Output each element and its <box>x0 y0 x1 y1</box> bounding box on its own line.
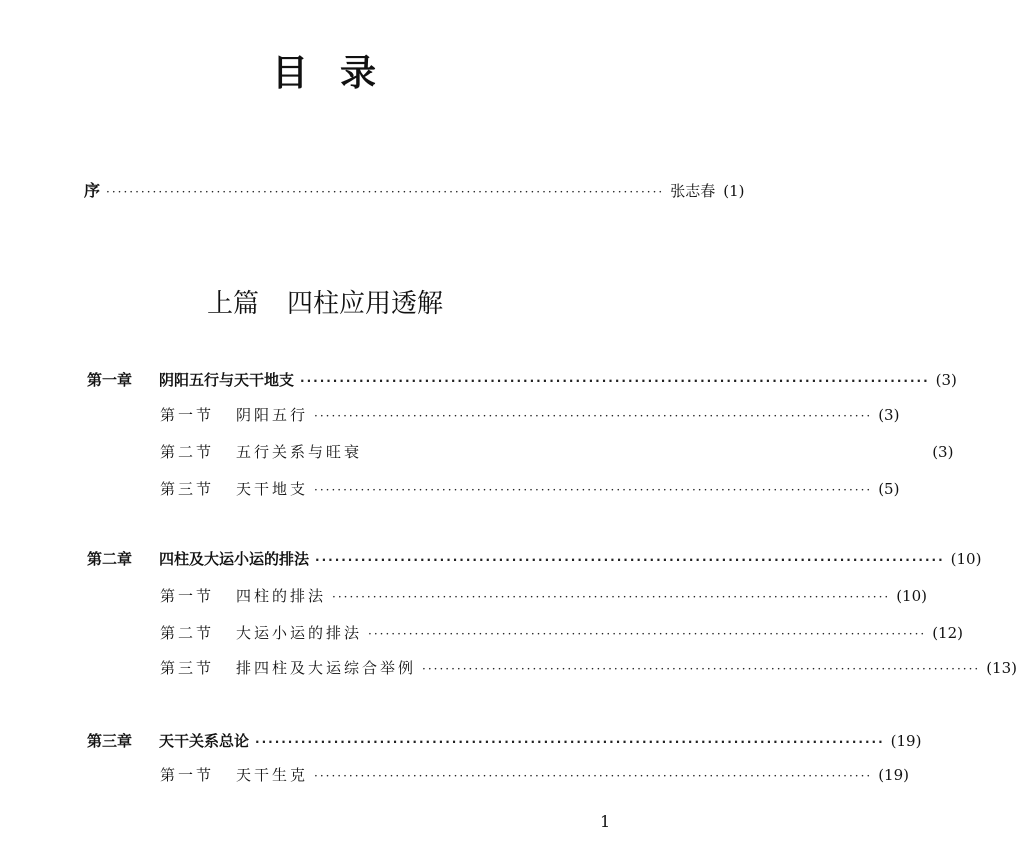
page-ref: (3) <box>878 406 900 424</box>
page-ref: (19) <box>890 732 922 750</box>
leader-dots: ································································································ <box>422 662 981 676</box>
page-ref: (3) <box>932 443 954 461</box>
chapter-entry[interactable] <box>87 369 957 393</box>
section-number: 第一节 <box>160 587 215 605</box>
chapter-entry[interactable] <box>87 730 922 754</box>
page-ref: (3) <box>935 371 957 389</box>
page-ref: (10) <box>950 550 982 568</box>
leader-dots: ································································································ <box>314 483 873 497</box>
page-ref: (5) <box>878 480 900 498</box>
section-entry[interactable] <box>160 657 1017 681</box>
chapter-title: 天干关系总论 <box>159 732 250 750</box>
leader-dots: ································································································ <box>314 769 873 783</box>
section-entry[interactable] <box>160 404 900 428</box>
page-ref: (12) <box>932 624 963 642</box>
section-entry[interactable] <box>160 478 900 502</box>
preface-author: 张志春 <box>670 182 716 200</box>
leader-dots: ································································································ <box>368 627 927 641</box>
section-number: 第二节 <box>160 624 215 642</box>
toc-title <box>0 45 650 96</box>
leader-dots: ································································································ <box>314 409 873 423</box>
section-number: 第二节 <box>160 443 215 461</box>
section-title: 天干生克 <box>236 766 309 784</box>
page-number: 1 <box>600 812 611 831</box>
chapter-number: 第二章 <box>87 550 133 568</box>
part-label: 上篇 <box>206 289 259 319</box>
section-title: 天干地支 <box>236 480 309 498</box>
leader-dots: ································································································ <box>332 590 891 604</box>
section-title: 阴阳五行 <box>236 406 309 424</box>
section-entry[interactable] <box>160 764 909 788</box>
section-number: 第三节 <box>160 659 215 677</box>
chapter-title: 四柱及大运小运的排法 <box>159 550 310 568</box>
leader-dots: ································································································ <box>255 735 885 749</box>
page-ref: (10) <box>896 587 927 605</box>
chapter-number: 第一章 <box>87 371 133 389</box>
chapter-number: 第三章 <box>87 732 133 750</box>
section-number: 第一节 <box>160 766 215 784</box>
toc-title-char-2: 录 <box>340 53 379 94</box>
leader-dots: ································································································ <box>106 185 665 199</box>
preface-entry[interactable] <box>84 178 745 202</box>
section-number: 第三节 <box>160 480 215 498</box>
section-title: 排四柱及大运综合举例 <box>236 659 417 677</box>
page-ref: (13) <box>986 659 1017 677</box>
leader-dots: ································································································ <box>315 553 945 567</box>
section-number: 第一节 <box>160 406 215 424</box>
page-ref: (19) <box>878 766 909 784</box>
chapter-title: 阴阳五行与天干地支 <box>159 371 295 389</box>
toc-title-char-1: 目 <box>271 53 310 94</box>
leader-dots: ································································································ <box>300 374 930 388</box>
section-title: 五行关系与旺衰 <box>236 443 363 461</box>
part-name: 四柱应用透解 <box>287 289 444 319</box>
chapter-entry[interactable] <box>87 548 982 572</box>
part-heading <box>0 283 650 320</box>
section-entry[interactable] <box>160 622 963 646</box>
page-ref: (1) <box>723 182 745 200</box>
section-title: 四柱的排法 <box>236 587 327 605</box>
section-title: 大运小运的排法 <box>236 624 363 642</box>
section-entry[interactable] <box>160 585 927 609</box>
preface-label: 序 <box>84 181 101 200</box>
section-entry[interactable] <box>160 441 954 465</box>
